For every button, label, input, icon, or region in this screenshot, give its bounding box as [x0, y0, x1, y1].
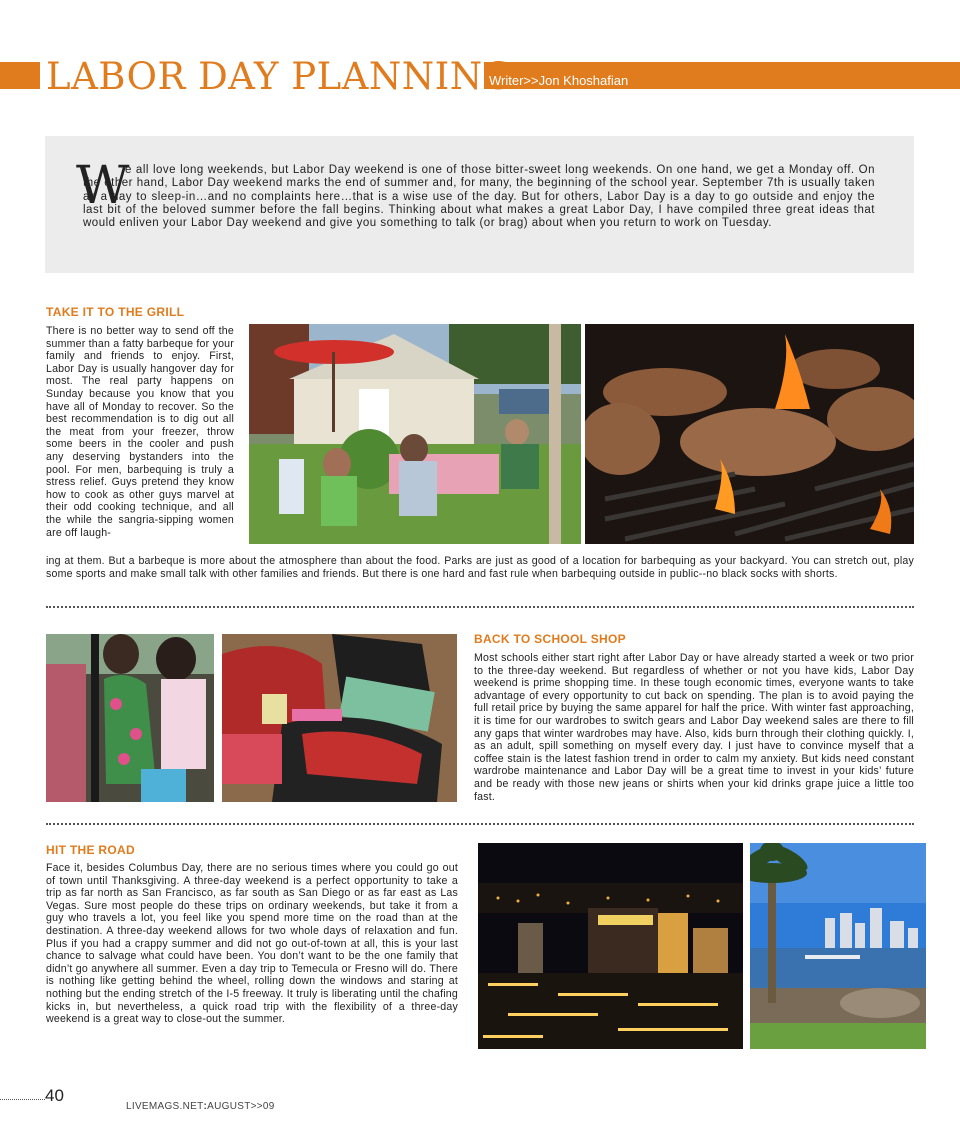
page-number: 40 — [45, 1086, 64, 1105]
section-divider — [46, 606, 914, 608]
school-supplies-photo — [222, 634, 457, 802]
intro-paragraph — [83, 164, 875, 230]
header-band-left — [0, 62, 40, 89]
san-diego-bay-photo — [750, 843, 926, 1049]
writer-credit: Writer>>Jon Khoshafian — [489, 73, 629, 88]
section-heading-school: BACK TO SCHOOL SHOP — [474, 632, 626, 646]
footer-dots — [0, 1099, 45, 1100]
footer-separator: : — [203, 1101, 208, 1112]
intro-drop-cap: W — [76, 156, 130, 216]
road-text: Face it, besides Columbus Day, there are no serious times where you could go out of town until Thanksgiving. A three-day weekend is a perfect opportunity to take a trip as far north as San Francisco, as far south as San Diego or as far east as Las Vegas. Sure most people do these trips on ordinary weekends, but take it from a guy who travels a lot, you feel like you spend more time on the road than at the destination. A three-day weekend allows for two whole days of relaxation and fun. Plus if you had a crappy summer and did not go out-of-town at all, this is your last chance to salvage what could have been. You don’t want to be the one family that didn’t go anywhere all summer. Even a day trip to Temecula or Fresno will do. There is nothing like getting behind the wheel, rolling down the windows and staring at nothing but the ending stretch of the I-5 freeway. It truly is liberating until the chafing kicks in, but nevertheless, a quick road trip with the flexibility of a three-day weekend is a great way to close-out the summer. — [46, 862, 458, 1026]
school-text: Most schools either start right after Labor Day or have already started a week or two prior to the three-day weekend. But regardless of whether or not you have kids, Labor Day weekend is prime shopping time. In these tough economic times, everyone wants to take advantage of every opportunity to cut back on spending. The plan is to avoid paying the full retail price by buying the same apparel for half the price. With winter fast approaching, it is time for our wardrobes to switch gears and Labor Day weekend sales are there to fill any gaps that winter wardrobes may have. Also, kids burn through their clothing quickly. I, as an adult, spill something on myself every day. I just have to convince myself that a coffee stain is the latest fashion trend in order to calm my anxiety. But kids need constant wardrobe maintenance and Labor Day will be a great time to invest in your kids’ future and be ready with those new jeans or shirts when your kid drinks grape juice a little too fast. — [474, 652, 914, 803]
footer-credit — [126, 1101, 275, 1112]
section-divider — [46, 823, 914, 825]
grill-full-width-text: ing at them. But a barbeque is more about the atmosphere than about the food. Parks are just as good of a location for barbequing as your backyard. You can stretch out, play some sports and make small talk with other families and friends. But there is one hard and fast rule when barbequing outside in public--no black socks with shorts. — [46, 555, 914, 580]
section-heading-grill: TAKE IT TO THE GRILL — [46, 305, 185, 319]
backyard-barbeque-photo — [249, 324, 581, 544]
page-title: LABOR DAY PLANNING — [46, 55, 513, 98]
las-vegas-night-photo — [478, 843, 743, 1049]
grill-column-text: There is no better way to send off the summer than a fatty barbeque for your family and friends to enjoy. First, Labor Day is usually hangover day for most. The real party happens on Sunday because you know that you have all of Monday to recover. So the best recommendation is to dig out all the meat from your freezer, throw some beers in the cooler and push any deserving bystanders into the pool. For men, barbequing is truly a stress relief. Guys pretend they know how to cook as other guys marvel at their odd cooking technique, and all the while the sangria-sipping women are off laugh- — [46, 325, 234, 539]
shoppers-photo — [46, 634, 214, 802]
footer-issue: AUGUST>>09 — [207, 1101, 275, 1112]
intro-text: e all love long weekends, but Labor Day weekend is one of those bitter-sweet long weekends. On one hand, we get a Monday off. On the other hand, Labor Day weekend marks the end of summer and, for many, the beginning of the school year. September 7th is usually taken as a day to sleep-in…and no complaints here…that is a wise use of the day. But for others, Labor Day is a day to go outside and enjoy the last bit of the beloved summer before the fall begins. Thinking about what makes a great Labor Day, I have compiled three great ideas that would enliven your Labor Day weekend and give you something to talk (or brag) about when you return to work on Tuesday. — [83, 164, 875, 230]
grilling-burgers-photo — [585, 324, 914, 544]
footer-publication: LIVEMAGS.NET — [126, 1101, 204, 1112]
section-heading-road: HIT THE ROAD — [46, 843, 135, 857]
